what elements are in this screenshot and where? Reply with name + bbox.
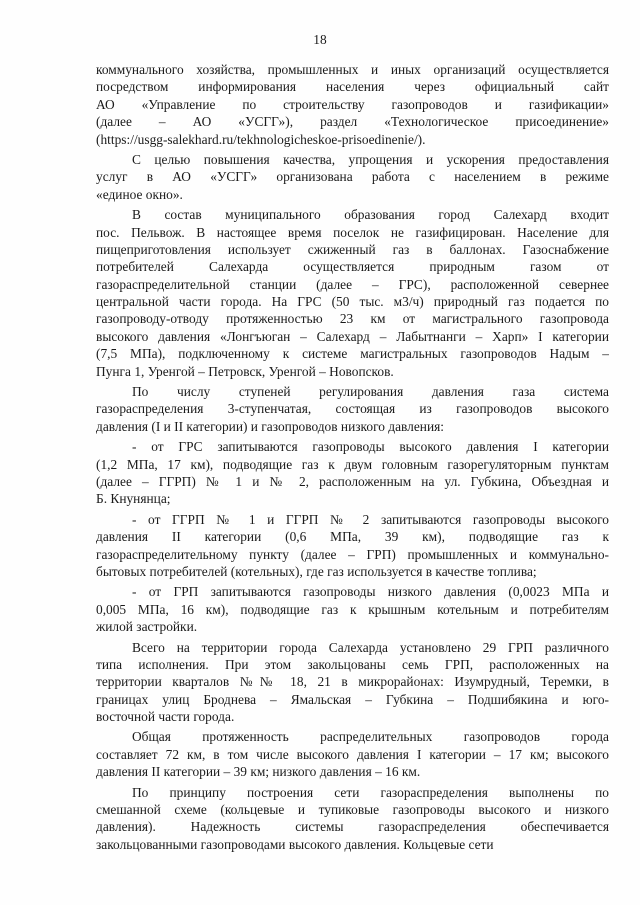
- text-line: Пунга 1, Уренгой – Петровск, Уренгой – Новопсков.: [96, 363, 394, 379]
- text-line: посредством информирования населения через официальный сайт: [96, 79, 609, 95]
- text-line: давления II категории (0,6 МПа, 39 км), подводящие газ к: [96, 529, 609, 545]
- text-line: 0,005 МПа, 16 км), подводящие газ к крышным котельным и потребителям: [96, 601, 609, 617]
- paragraph: [96, 511, 609, 581]
- text-line: газораспределения 3-ступенчатая, состоящая из газопроводов высокого: [96, 401, 609, 417]
- text-line: бытовых потребителей (котельных), где газ используется в качестве топлива;: [96, 563, 537, 579]
- text-line: В состав муниципального образования город Салехард входит: [132, 207, 609, 223]
- paragraph: [96, 728, 609, 780]
- text-line: потребителей Салехарда осуществляется природным газом от: [96, 259, 609, 275]
- text-line: - от ГРС запитываются газопроводы высокого давления I категории: [132, 439, 609, 455]
- text-line: давления II категории – 39 км; низкого давления – 16 км.: [96, 764, 421, 780]
- text-line: восточной части города.: [96, 709, 235, 725]
- text-line: Общая протяженность распределительных газопроводов города: [132, 729, 609, 745]
- text-line: высокого давления «Лонгъюган – Салехард – Лабытнанги – Харп» I категории: [96, 328, 609, 344]
- text-line: Б. Кнунянца;: [96, 491, 171, 507]
- text-line: коммунального хозяйства, промышленных и иных организаций осуществляется: [96, 62, 609, 77]
- text-line: давления (I и II категории) и газопроводов низкого давления:: [96, 418, 445, 434]
- text-line: (далее – АО «УСГГ»), раздел «Технологическое присоединение»: [96, 114, 609, 130]
- text-line: жилой застройки.: [96, 619, 198, 635]
- paragraph: [96, 784, 609, 854]
- paragraph: [96, 639, 609, 726]
- text-line: АО «Управление по строительству газопроводов и газификации»: [96, 96, 609, 112]
- text-line: (7,5 МПа), подключенному к системе магистральных газопроводов Надым –: [96, 346, 609, 362]
- paragraph: [96, 61, 609, 148]
- paragraph: [96, 438, 609, 508]
- text-line: Всего на территории города Салехарда установлено 29 ГРП различного: [132, 639, 609, 655]
- text-line: С целью повышения качества, упрощения и ускорения предоставления: [132, 151, 609, 167]
- text-line: границах улиц Броднева – Ямальская – Губкина – Подшибякина и юго-: [96, 691, 609, 707]
- text-line: составляет 72 км, в том числе высокого давления I категории – 17 км; высокого: [96, 746, 609, 762]
- text-line: пищеприготовления использует сжиженный газ в баллонах. Газоснабжение: [96, 241, 609, 257]
- page-number: 18: [313, 32, 327, 47]
- text-line: давления). Надежность системы газораспределения обеспечивается: [96, 819, 609, 835]
- document-body: [96, 61, 609, 856]
- paragraph: [96, 383, 609, 435]
- text-line: (1,2 МПа, 17 км), подводящие газ к двум головным газорегуляторным пунктам: [96, 456, 609, 472]
- text-line: территории кварталов №№ 18, 21 в микрорайонах: Изумрудный, Теремки, в: [96, 674, 609, 690]
- text-line: центральной части города. На ГРС (50 тыс. м3/ч) природный газ подается по: [96, 294, 609, 310]
- text-line: По числу ступеней регулирования давления газа система: [132, 384, 609, 400]
- text-line: газораспределительному пункту (далее – ГРП) промышленных и коммунально-: [96, 546, 609, 562]
- text-line: газораспределительной станции (далее – ГРС), расположенной севернее: [96, 276, 609, 292]
- text-line: (далее – ГГРП) № 1 и № 2, расположенным на ул. Губкина, Объездная и: [96, 473, 609, 489]
- text-line: пос. Пельвож. В настоящее время поселок не газифицирован. Население для: [96, 224, 609, 240]
- text-line: «единое окно».: [96, 186, 183, 202]
- text-line: типа исполнения. При этом закольцованы семь ГРП, расположенных на: [96, 656, 609, 672]
- text-line: (https://usgg-salekhard.ru/tekhnologicheskoe-prisoedinenie/).: [96, 131, 426, 147]
- text-line: закольцованными газопроводами высокого давления. Кольцевые сети: [96, 836, 494, 852]
- text-line: услуг в АО «УСГГ» организована работа с населением в режиме: [96, 169, 609, 185]
- text-line: По принципу построения сети газораспределения выполнены по: [132, 784, 609, 800]
- text-line: смешанной схеме (кольцевые и тупиковые газопроводы высокого и низкого: [96, 802, 609, 818]
- text-line: газопроводу-отводу протяженностью 23 км от магистрального газопровода: [96, 311, 609, 327]
- paragraph: [96, 583, 609, 635]
- text-line: - от ГГРП № 1 и ГГРП № 2 запитываются газопроводы высокого: [132, 511, 609, 527]
- text-line: - от ГРП запитываются газопроводы низкого давления (0,0023 МПа и: [132, 584, 609, 600]
- paragraph: [96, 151, 609, 203]
- paragraph: [96, 206, 609, 380]
